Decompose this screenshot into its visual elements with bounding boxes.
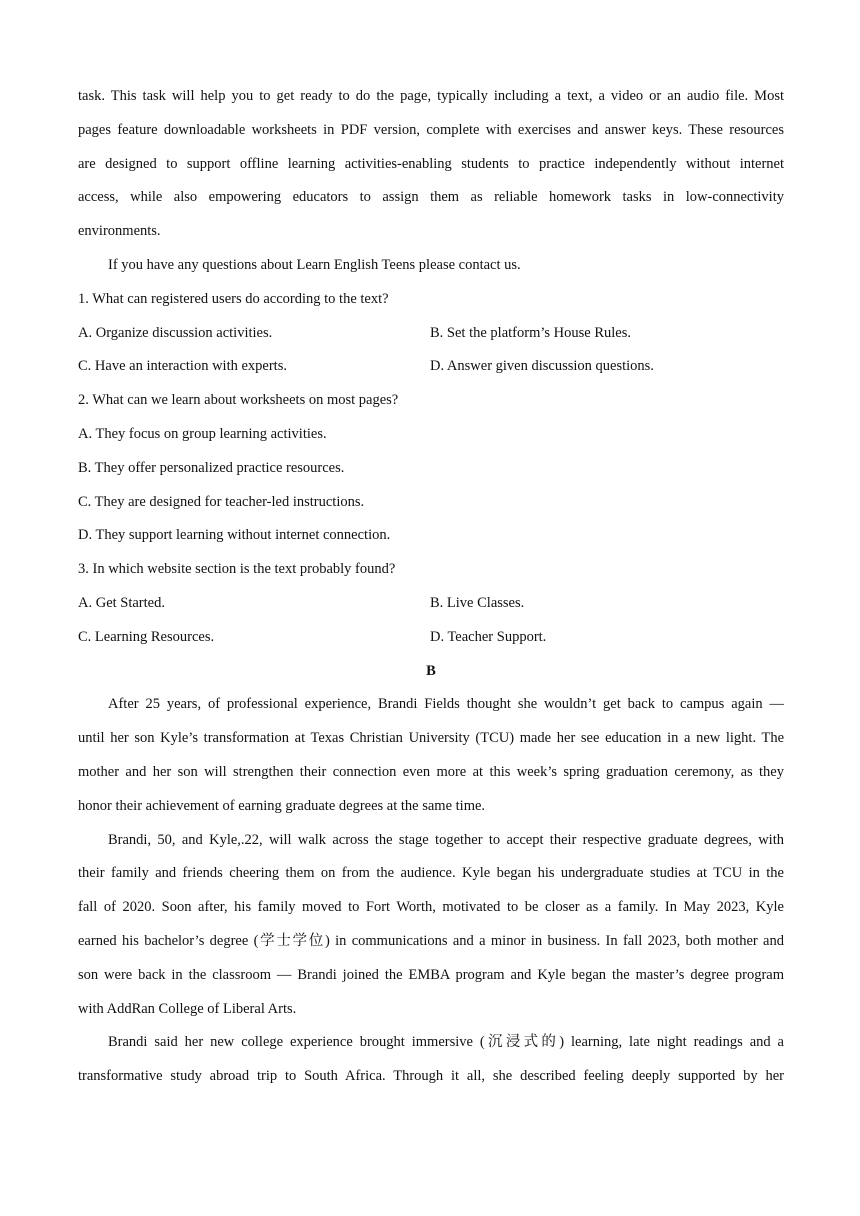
option-d: D. They support learning without internet connection. xyxy=(78,527,391,544)
paragraph-line: Brandi said her new college experience brought immersive (沉浸式的) learning, late night readings and a xyxy=(108,1034,784,1051)
option-a: A. They focus on group learning activities. xyxy=(78,425,327,442)
question-1-stem: 1. What can registered users do according to the text? xyxy=(78,290,389,307)
option-d: D. Answer given discussion questions. xyxy=(430,358,654,375)
option-c: C. Learning Resources. xyxy=(78,628,215,645)
question-1-options-row-2 xyxy=(78,350,784,384)
contact-line: If you have any questions about Learn English Teens please contact us. xyxy=(108,256,521,273)
question-3-options-row-1 xyxy=(78,587,784,621)
option-a: A. Get Started. xyxy=(78,594,165,611)
question-2-stem: 2. What can we learn about worksheets on most pages? xyxy=(78,392,399,409)
paragraph-line: access, while also empowering educators to assign them as reliable homework tasks in low-connectivity xyxy=(78,189,784,206)
paragraph-line: their family and friends cheering them on from the audience. Kyle began his undergraduate studies at TCU in the xyxy=(78,865,784,882)
option-c: C. Have an interaction with experts. xyxy=(78,358,287,375)
paragraph-line: transformative study abroad trip to South Africa. Through it all, she described feeling deeply supported by her xyxy=(78,1068,784,1085)
option-a: A. Organize discussion activities. xyxy=(78,324,273,341)
option-b: B. Set the platform’s House Rules. xyxy=(430,324,631,341)
paragraph-line: mother and her son will strengthen their connection even more at this week’s spring graduation ceremony, as they xyxy=(78,763,784,780)
question-1-options-row-1 xyxy=(78,317,784,351)
paragraph-line: with AddRan College of Liberal Arts. xyxy=(78,1000,297,1017)
paragraph-line: Brandi, 50, and Kyle,.22, will walk across the stage together to accept their respective graduate degrees, with xyxy=(108,831,784,848)
option-c: C. They are designed for teacher-led instructions. xyxy=(78,493,365,510)
paragraph-line: honor their achievement of earning graduate degrees at the same time. xyxy=(78,797,486,814)
paragraph-line: After 25 years, of professional experience, Brandi Fields thought she wouldn’t get back to campus again — xyxy=(108,696,784,713)
option-d: D. Teacher Support. xyxy=(430,628,547,645)
paragraph-line: pages feature downloadable worksheets in PDF version, complete with exercises and answer keys. These resources xyxy=(78,121,784,138)
paragraph-line: fall of 2020. Soon after, his family moved to Fort Worth, motivated to be closer as a family. In May 2023, Kyle xyxy=(78,899,784,916)
paragraph-line: task. This task will help you to get ready to do the page, typically including a text, a video or an audio file. Most xyxy=(78,88,784,104)
paragraph-line: son were back in the classroom — Brandi joined the EMBA program and Kyle began the master’s degree program xyxy=(78,966,784,983)
paragraph-line: earned his bachelor’s degree (学士学位) in communications and a minor in business. In fall 2023, both mother and xyxy=(78,932,784,949)
paragraph-line: until her son Kyle’s transformation at Texas Christian University (TCU) made her see education in a new light. The xyxy=(78,730,784,747)
option-b: B. They offer personalized practice resources. xyxy=(78,459,345,476)
question-3-options-row-2 xyxy=(78,621,784,655)
section-heading: B xyxy=(426,662,436,679)
option-b: B. Live Classes. xyxy=(430,594,525,611)
question-3-stem: 3. In which website section is the text probably found? xyxy=(78,561,396,578)
document-page xyxy=(78,80,784,1094)
paragraph-line: are designed to support offline learning activities-enabling students to practice independently without internet xyxy=(78,155,784,172)
paragraph-line: environments. xyxy=(78,223,161,240)
